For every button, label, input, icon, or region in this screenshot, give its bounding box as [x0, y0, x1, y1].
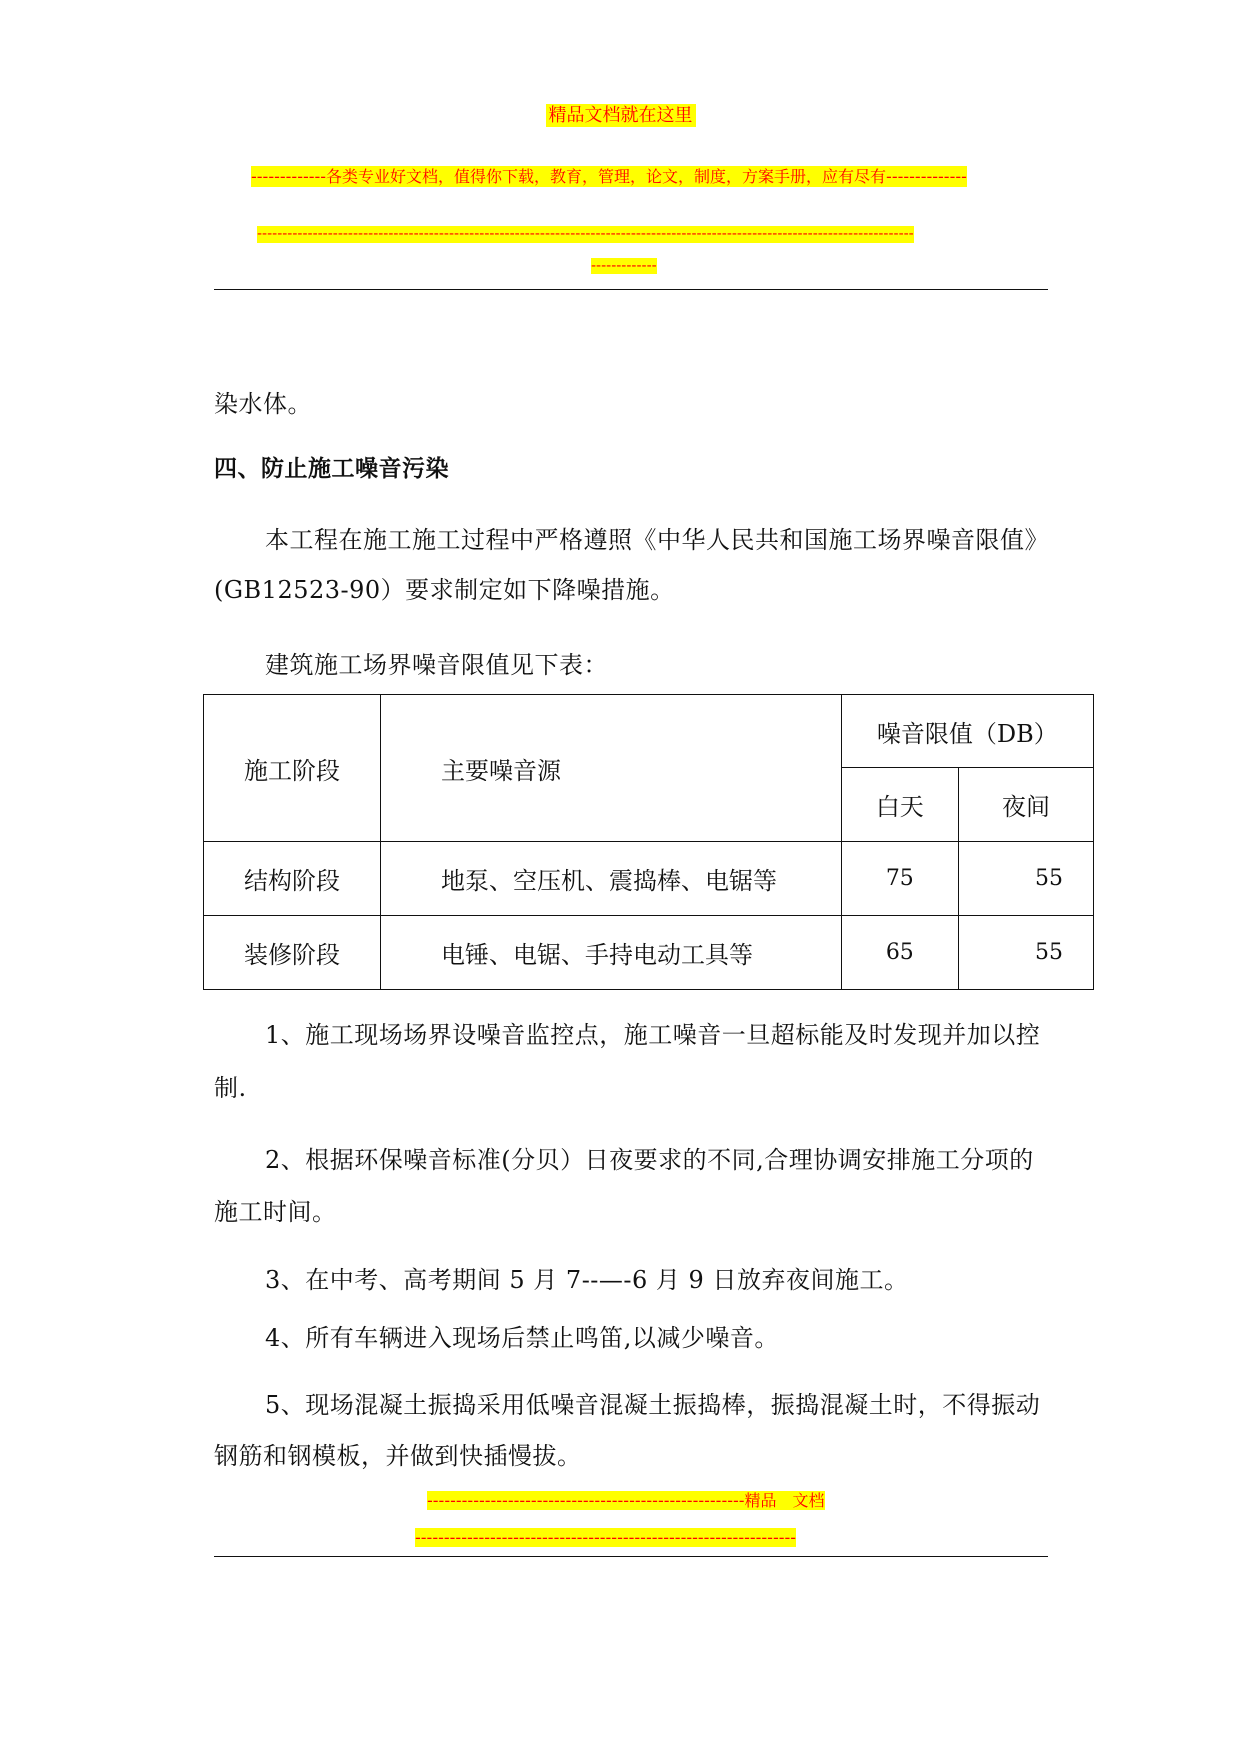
cell-stage: 结构阶段	[204, 842, 381, 916]
header-limit: 噪音限值（DB）	[841, 695, 1093, 768]
section-heading: 四、防止施工噪音污染	[214, 456, 449, 482]
cell-night: 55	[959, 842, 1094, 916]
cell-day: 75	[841, 842, 958, 916]
footer-line	[427, 1488, 825, 1511]
footer-dash-line	[415, 1528, 847, 1548]
footer-divider	[214, 1556, 1048, 1557]
cell-source: 电锤、电锯、手持电动工具等	[380, 916, 841, 990]
header-title	[0, 101, 1241, 127]
header-tagline	[251, 164, 967, 187]
header-stage: 施工阶段	[204, 695, 381, 842]
list-item-continuation: 施工时间。	[214, 1198, 337, 1226]
list-item-continuation: 钢筋和钢模板，并做到快插慢拔。	[214, 1442, 582, 1470]
table-row	[204, 916, 1094, 990]
table-intro: 建筑施工场界噪音限值见下表：	[265, 651, 608, 679]
table-row	[204, 842, 1094, 916]
list-item: 1、施工现场场界设噪音监控点，施工噪音一旦超标能及时发现并加以控	[265, 1021, 1041, 1049]
header-title-text: 精品文档就在这里	[546, 104, 696, 127]
header-divider	[214, 289, 1048, 290]
list-item: 5、现场混凝土振捣采用低噪音混凝土振捣棒，振捣混凝土时，不得振动	[265, 1391, 1041, 1419]
cell-source: 地泵、空压机、震捣棒、电锯等	[380, 842, 841, 916]
header-dash-line	[257, 226, 1047, 246]
header-tagline-text: -------------各类专业好文档，值得你下载，教育，管理，论文，制度，方案手册，应有尽有--------------	[251, 167, 967, 186]
footer-dash-text: ------------------------------------------------------------------	[415, 1528, 797, 1547]
cell-stage: 装修阶段	[204, 916, 381, 990]
cell-night: 55	[959, 916, 1094, 990]
header-night: 夜间	[959, 768, 1094, 842]
continuation-text: 染水体。	[214, 390, 312, 418]
header-dash-text: ----------------------------------------------------------------------------------------------------------------------------------	[257, 226, 914, 242]
header-source: 主要噪音源	[380, 695, 841, 842]
header-dash-short-text: -------------	[591, 258, 657, 274]
list-item-continuation: 制.	[214, 1074, 247, 1102]
paragraph-line: 本工程在施工施工过程中严格遵照《中华人民共和国施工场界噪音限值》	[265, 526, 1049, 554]
header-day: 白天	[841, 768, 958, 842]
noise-limit-table	[203, 694, 1094, 990]
header-dash-short	[591, 258, 657, 274]
paragraph-line: (GB12523-90）要求制定如下降噪措施。	[214, 576, 675, 604]
list-item: 3、在中考、高考期间 5 月 7--—-6 月 9 日放弃夜间施工。	[265, 1266, 909, 1294]
cell-day: 65	[841, 916, 958, 990]
list-item: 2、根据环保噪音标准(分贝）日夜要求的不同,合理协调安排施工分项的	[265, 1146, 1034, 1174]
footer-line-text: -------------------------------------------------------精品 文档	[427, 1491, 825, 1510]
list-item: 4、所有车辆进入现场后禁止鸣笛,以减少噪音。	[265, 1324, 779, 1352]
